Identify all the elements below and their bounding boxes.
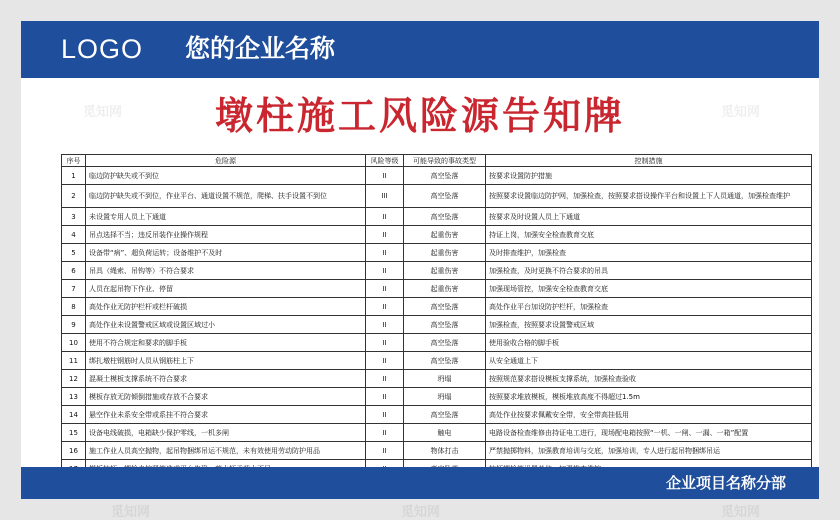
hazard-source-cell: 吊点选择不当；违反吊装作业操作规程 (86, 226, 366, 244)
hazard-source-cell: 混凝土模板支撑系统不符合要求 (86, 370, 366, 388)
row-number-cell: 16 (62, 442, 86, 460)
accident-type-cell: 高空坠落 (404, 208, 486, 226)
table-row (62, 298, 812, 316)
table-row (62, 226, 812, 244)
watermark: 觅知网 (83, 105, 123, 120)
table-row (62, 262, 812, 280)
row-number-cell: 11 (62, 352, 86, 370)
table-row (62, 280, 812, 298)
hazard-source-cell: 模板存放无防倾倒措施或存放不合要求 (86, 388, 366, 406)
table-row (62, 316, 812, 334)
watermark: 觅知网 (401, 505, 441, 520)
row-number-cell: 9 (62, 316, 86, 334)
risk-level-cell: II (366, 244, 404, 262)
control-measure-cell: 按要求设置防护措施 (486, 167, 812, 185)
column-header: 危险源 (86, 155, 366, 167)
table-header-row (62, 155, 812, 167)
accident-type-cell: 高空坠落 (404, 316, 486, 334)
control-measure-cell: 使用验收合格的脚手板 (486, 334, 812, 352)
accident-type-cell: 高空坠落 (404, 406, 486, 424)
control-measure-cell: 加强检查，按照要求设置警戒区域 (486, 316, 812, 334)
notice-board (21, 21, 819, 520)
accident-type-cell: 高空坠落 (404, 185, 486, 208)
accident-type-cell: 坍塌 (404, 388, 486, 406)
hazard-source-cell: 绑扎墩柱钢筋时人员从钢筋柱上下 (86, 352, 366, 370)
hazard-source-cell: 施工作业人员高空抛物，起吊物捆绑吊运不规范，未有效使用劳动防护用品 (86, 442, 366, 460)
row-number-cell: 15 (62, 424, 86, 442)
control-measure-cell: 高处作业按要求佩戴安全带，安全带高挂低用 (486, 406, 812, 424)
company-name: 您的企业名称 (185, 34, 336, 63)
control-measure-cell: 电路设备检查维修由持证电工进行，现场配电箱按照“一机、一闸、一漏、一箱”配置 (486, 424, 812, 442)
table-row (62, 167, 812, 185)
risk-level-cell: II (366, 167, 404, 185)
control-measure-cell: 按照规范要求搭设模板支撑系统，加强检查验收 (486, 370, 812, 388)
risk-level-cell: II (366, 280, 404, 298)
accident-type-cell: 触电 (404, 424, 486, 442)
footer-bar (21, 467, 819, 499)
column-header: 控制措施 (486, 155, 812, 167)
row-number-cell: 7 (62, 280, 86, 298)
accident-type-cell: 坍塌 (404, 370, 486, 388)
accident-type-cell: 高空坠落 (404, 334, 486, 352)
risk-level-cell: II (366, 208, 404, 226)
risk-level-cell: III (366, 185, 404, 208)
board-title: 墩柱施工风险源告知牌 (214, 94, 625, 138)
hazard-source-cell: 人员在起吊物下作业、停留 (86, 280, 366, 298)
row-number-cell: 5 (62, 244, 86, 262)
logo: LOGO (61, 34, 144, 64)
accident-type-cell: 高空坠落 (404, 167, 486, 185)
accident-type-cell: 起重伤害 (404, 226, 486, 244)
watermark: 觅知网 (721, 105, 761, 120)
header-bar (21, 21, 819, 78)
row-number-cell: 2 (62, 185, 86, 208)
hazard-source-cell: 设备带“病”、超负荷运转；设备维护不及时 (86, 244, 366, 262)
table-row (62, 370, 812, 388)
risk-level-cell: II (366, 316, 404, 334)
table-row (62, 244, 812, 262)
table-row (62, 442, 812, 460)
control-measure-cell: 严禁抛掷物料，加强教育培训与交底，加强培训，专人进行起吊物捆绑吊运 (486, 442, 812, 460)
control-measure-cell: 及时排查维护，加强检查 (486, 244, 812, 262)
hazard-source-cell: 悬空作业未系安全带或系挂不符合要求 (86, 406, 366, 424)
table-row (62, 352, 812, 370)
risk-level-cell: II (366, 406, 404, 424)
table-row (62, 334, 812, 352)
row-number-cell: 10 (62, 334, 86, 352)
row-number-cell: 8 (62, 298, 86, 316)
row-number-cell: 14 (62, 406, 86, 424)
accident-type-cell: 起重伤害 (404, 262, 486, 280)
risk-level-cell: II (366, 298, 404, 316)
accident-type-cell: 高空坠落 (404, 298, 486, 316)
risk-level-cell: II (366, 388, 404, 406)
row-number-cell: 3 (62, 208, 86, 226)
footer-unit-name: 企业项目名称分部 (665, 474, 786, 492)
risk-level-cell: II (366, 334, 404, 352)
row-number-cell: 4 (62, 226, 86, 244)
hazard-source-cell: 高处作业无防护栏杆或栏杆破损 (86, 298, 366, 316)
control-measure-cell: 高处作业平台加设防护栏杆，加强检查 (486, 298, 812, 316)
hazard-source-cell: 设备电线破损，电箱缺少保护零线，一机多闸 (86, 424, 366, 442)
hazard-source-cell: 临边防护缺失或不到位 (86, 167, 366, 185)
hazard-source-cell: 使用不符合规定和要求的脚手板 (86, 334, 366, 352)
accident-type-cell: 起重伤害 (404, 280, 486, 298)
hazard-source-cell: 高处作业未设置警戒区域或设置区域过小 (86, 316, 366, 334)
table-row (62, 424, 812, 442)
control-measure-cell: 按要求及时设置人员上下通道 (486, 208, 812, 226)
risk-level-cell: II (366, 370, 404, 388)
risk-table (61, 154, 812, 496)
control-measure-cell: 加强现场管控，加强安全检查教育交底 (486, 280, 812, 298)
control-measure-cell: 按照要求设置临边防护网，加强检查，按照要求搭设操作平台和设置上下人员通道，加强检查维护 (486, 185, 812, 208)
risk-level-cell: II (366, 424, 404, 442)
column-header: 风险等级 (366, 155, 404, 167)
table-row (62, 208, 812, 226)
control-measure-cell: 从安全通道上下 (486, 352, 812, 370)
row-number-cell: 6 (62, 262, 86, 280)
risk-level-cell: II (366, 262, 404, 280)
risk-level-cell: II (366, 352, 404, 370)
row-number-cell: 12 (62, 370, 86, 388)
control-measure-cell: 加强检查，及时更换不符合要求的吊具 (486, 262, 812, 280)
control-measure-cell: 按照要求堆放模板，模板堆放高度不得超过1.5m (486, 388, 812, 406)
accident-type-cell: 高空坠落 (404, 352, 486, 370)
column-header: 可能导致的事故类型 (404, 155, 486, 167)
table-row (62, 406, 812, 424)
accident-type-cell: 物体打击 (404, 442, 486, 460)
risk-level-cell: II (366, 442, 404, 460)
risk-level-cell: II (366, 226, 404, 244)
control-measure-cell: 持证上岗，加强安全检查教育交底 (486, 226, 812, 244)
hazard-source-cell: 吊具（绳索、吊钩等）不符合要求 (86, 262, 366, 280)
watermark: 觅知网 (111, 505, 151, 520)
table-row (62, 185, 812, 208)
watermark: 觅知网 (721, 505, 761, 520)
table-body (62, 167, 812, 496)
hazard-source-cell: 临边防护缺失或不到位，作业平台、通道设置不规范，爬梯、扶手设置不到位 (86, 185, 366, 208)
table-row (62, 388, 812, 406)
row-number-cell: 1 (62, 167, 86, 185)
column-header: 序号 (62, 155, 86, 167)
row-number-cell: 13 (62, 388, 86, 406)
hazard-source-cell: 未设置专用人员上下通道 (86, 208, 366, 226)
accident-type-cell: 起重伤害 (404, 244, 486, 262)
